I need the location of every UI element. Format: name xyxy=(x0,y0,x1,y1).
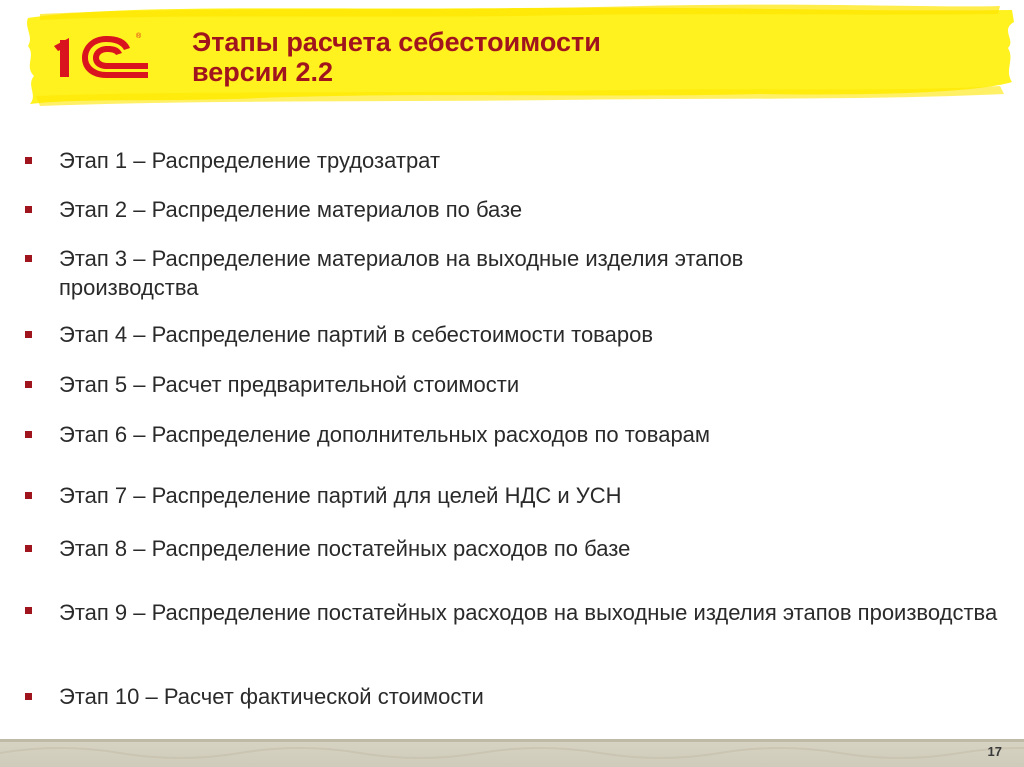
stage-text: Этап 10 – Расчет фактической стоимости xyxy=(59,684,484,709)
stage-text: Этап 8 – Распределение постатейных расходов по базе xyxy=(59,536,631,561)
stage-text: Этап 1 – Распределение трудозатрат xyxy=(59,148,441,173)
1c-logo xyxy=(52,26,152,82)
stage-text: Этап 2 – Распределение материалов по базе xyxy=(59,197,523,222)
slide-title-line2: версии 2.2 xyxy=(192,57,333,87)
stage-text: Этап 3 – Распределение материалов на выходные изделия этапов производства xyxy=(59,246,744,300)
stage-text: Этап 5 – Расчет предварительной стоимости xyxy=(59,372,520,397)
stage-text: Этап 9 – Распределение постатейных расходов на выходные изделия этапов производства xyxy=(59,600,998,625)
bullet-icon xyxy=(25,157,32,164)
bullet-icon xyxy=(25,381,32,388)
bullet-icon xyxy=(25,431,32,438)
bullet-icon xyxy=(25,545,32,552)
stage-text: Этап 4 – Распределение партий в себестоимости товаров xyxy=(59,322,654,347)
bullet-icon xyxy=(25,607,32,614)
page-number: 17 xyxy=(987,744,1002,759)
bullet-icon xyxy=(25,331,32,338)
slide-title-line1: Этапы расчета себестоимости xyxy=(192,27,601,57)
slide-title xyxy=(192,27,601,87)
footer-pattern xyxy=(0,739,1024,767)
bullet-icon xyxy=(25,492,32,499)
stage-text: Этап 7 – Распределение партий для целей НДС и УСН xyxy=(59,483,622,508)
bullet-icon xyxy=(25,206,32,213)
svg-text:®: ® xyxy=(136,33,142,40)
stage-text: Этап 6 – Распределение дополнительных расходов по товарам xyxy=(59,422,711,447)
bullet-icon xyxy=(25,693,32,700)
bullet-icon xyxy=(25,255,32,262)
